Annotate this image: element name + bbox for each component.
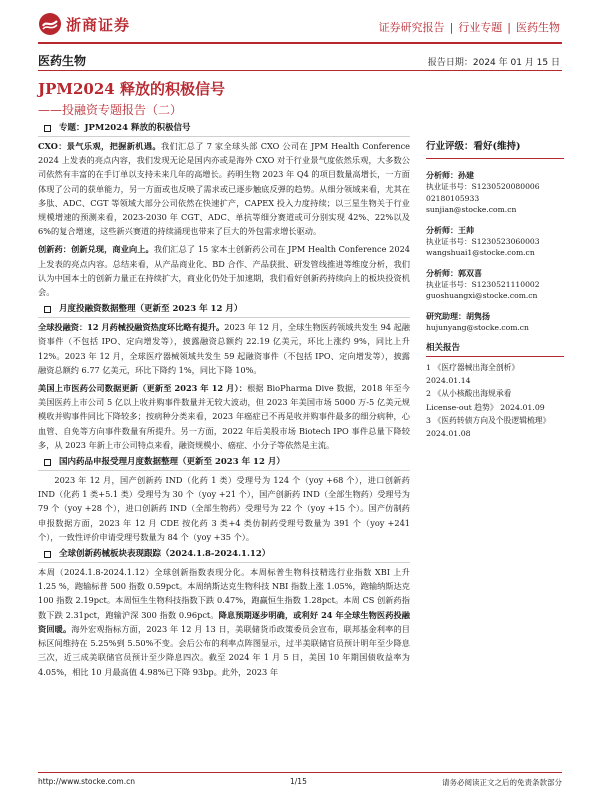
analyst-block xyxy=(426,267,564,302)
breadcrumb-item: 证券研究报告 xyxy=(378,21,445,34)
related-report-date: 2024.01.14 xyxy=(426,376,471,386)
cn-paragraph: 2023 年 12 月，国产创新药 IND（化药 1 类）受理号为 124 个（yoy +68 个），进口创新药 IND（化药 1 类+5.1 类）受理号为 30 个（yoy +21 个），国产创新药 IND（全部生物药）受理号为 79 个（yoy +28 个），进口创新药 IND（全部生物药）受理号为 22 个（yoy +15 个）。国产仿制药申报数据方面，2023 年 12 月 CDE 按化药 3 类+4 类仿制药受理号数量为 391 个（yoy +241 个），一致性评价申请受理号数量为 84 个（yoy +35 个）。 xyxy=(38,475,410,542)
related-report-link[interactable]: 3 《医药转债方向及个股逻辑梳理》 2024.01.08 xyxy=(426,415,551,439)
section-heading xyxy=(38,456,410,471)
analyst-email[interactable]: guoshuangxi@stocke.com.cn xyxy=(426,291,538,300)
innov-lead: 创新药：创新兑现，商业向上。 xyxy=(38,244,154,255)
page-number: 1/15 xyxy=(290,777,307,786)
checkbox-bullet-icon xyxy=(44,125,51,132)
analyst-name: 分析师：郭双喜 xyxy=(426,267,482,278)
breadcrumb-item: 医药生物 xyxy=(516,21,560,34)
logo-text: 浙商证券 xyxy=(66,15,131,34)
section-heading xyxy=(38,303,410,318)
footer-disclaimer: 请务必阅读正文之后的免责条款部分 xyxy=(442,778,562,787)
rate-lead: 降息预期逐步明确，或利好 24 年全球生物医药投融资回暖。 xyxy=(38,609,410,634)
analyst-detail: 执业证书号：S1230520080006 xyxy=(426,182,540,191)
checkbox-bullet-icon xyxy=(44,306,51,313)
cxo-body: 我们汇总了 7 家全球头部 CXO 公司在 JPM Health Conference 2024 上发表的亮点内容，我们发现无论是国内亦或是海外 CXO 对于行业景气度依然乐观，大多数公司依然有丰富的在手订单以支持未来几年的高增长。药明生物 2023 年 Q4 的项目数量高增长，一方面体现了公司的获单能力，另一方面或也反映了需求或已逐步触底反弹的趋势。从细分领域来看，尤其在多肽、ADC、CGT 等领域大部分公司依然在快速扩产，CAPEX 投入力度持续；以三星生物关于行业规模增速的预测来看，2023-2030 年 CGT、ADC、单抗等细分赛道或可分别实现 42%、22%以及 6%的复合增速，这些新兴赛道的持续涌现也带来了巨大的外包需求增长驱动。 xyxy=(38,141,410,237)
us-paragraph xyxy=(38,381,410,452)
brand-logo xyxy=(38,12,130,36)
us-lead: 美国上市医药公司数据更新（更新至 2023 年 12 月）： xyxy=(38,383,248,394)
related-report-date: License-out 趋势》 2024.01.09 xyxy=(426,402,545,412)
global-body: 2023 年 12 月，全球生物医药领域共发生 94 起融资事件（不包括 IPO、定向增发等），披露融资总额约 22.19 亿美元，环比上涨约 9%，同比上升 12%。2023 年 12 月，全球医疗器械领域共发生 59 起融资事件（不包括 IPO、定向增发等），披露融资总额约 6.77 亿美元，环比下降约 1%，同比下降 10%。 xyxy=(38,322,410,375)
breadcrumb-item: 行业专题 xyxy=(458,21,503,34)
section-heading-text: 国内药品申报受理月度数据整理（更新至 2023 年 12 月） xyxy=(59,457,285,468)
footer-url[interactable]: http://www.stocke.com.cn xyxy=(38,777,135,786)
report-title: JPM2024 释放的积极信号 xyxy=(38,80,225,98)
cxo-paragraph xyxy=(38,139,410,238)
global-lead: 全球投融资：12 月药械投融资热度环比略有提升。 xyxy=(38,322,225,333)
section-heading xyxy=(38,122,410,137)
analyst-email[interactable]: wangshuai1@stocke.com.cn xyxy=(426,248,535,257)
sidebar xyxy=(426,132,564,440)
analyst-block xyxy=(426,224,564,259)
section-heading-text: 月度投融资数据整理（更新至 2023 年 12 月） xyxy=(59,304,243,315)
section-heading-text: 专题：JPM2024 释放的积极信号 xyxy=(59,123,191,133)
industry-rating: 行业评级：看好(维持) xyxy=(426,132,564,159)
header-breadcrumb: 证券研究报告 | 行业专题 | 医药生物 xyxy=(378,21,560,34)
analyst-email[interactable]: sunjian@stocke.com.cn xyxy=(426,205,517,214)
analyst-block xyxy=(426,310,564,334)
innov-paragraph xyxy=(38,242,410,299)
logo-icon xyxy=(38,12,62,36)
industry-label: 医药生物 xyxy=(38,54,87,68)
cxo-lead: CXO：景气乐观，把握新机遇。 xyxy=(38,141,161,151)
checkbox-bullet-icon xyxy=(44,459,51,466)
analyst-block xyxy=(426,169,564,216)
analyst-email[interactable]: hujunyang@stocke.com.cn xyxy=(426,322,529,332)
us-body: 根据 BioPharma Dive 数据，2018 年至今美国医药上市公司 5 亿以上收并购事件数量并无较大波动，但 2023 年美国市场 5000 万-5 亿美元规模收并购事件同比下降较多；按病种分类来看，2023 年癌症已不再是收并购事件最多的细分病种，心血管、自免等方向事件数量有所提升。另一方面，2022 年后美股市场 Biotech IPO 事件总量下降较多，从 2023 年新上市公司特点来看，融资规模小、癌症、小分子等依然是主流。 xyxy=(38,383,410,450)
analyst-name: 分析师：孙建 xyxy=(426,170,474,180)
section-heading xyxy=(38,548,410,563)
perf-body: 本周（2024.1.8-2024.1.12）全球创新指数表现分化。本周标普生物科技精选行业指数 XBI 上升 1.25 %，跑输标普 500 指数 0.59pct。本周纳斯达克生物科技 NBI 指数上涨 1.05%，跑输纳斯达克 100 指数 2.19pct。本周恒生生物科技指数下跌 0.47%，跑赢恒生指数 1.28pct。本周 CS 创新药指数下跌 2.31pct，跑输沪深 300 指数 0.96pct。 xyxy=(38,567,410,620)
page-header xyxy=(0,0,600,44)
main-content xyxy=(38,122,410,680)
analyst-name: 分析师：王帅 xyxy=(426,224,474,235)
global-paragraph xyxy=(38,320,410,377)
report-date: 报告日期：2024 年 01 月 15 日 xyxy=(427,58,560,68)
analyst-name: 研究助理：胡隽扬 xyxy=(426,310,490,321)
checkbox-bullet-icon xyxy=(44,551,51,558)
perf-paragraph xyxy=(38,565,410,679)
analyst-detail: 执业证书号：S1230523060003 xyxy=(426,236,540,246)
innov-body: 我们汇总了 15 家本土创新药公司在 JPM Health Conference 2024 上发表的亮点内容。总结来看，从产品商业化、BD 合作、产品获批、研发管线推进等维度分析，我们认为中国本土的创新力量正在持续扩大，商业化仍处于加速期，我们看好创新药持续向上的板块投资机会。 xyxy=(38,244,410,298)
section-heading-text: 全球创新药械板块表现跟踪（2024.1.8-2024.1.12） xyxy=(59,549,271,560)
rate-body: 海外宏观指标方面，2023 年 12 月 13 日，美联储货币政策委员会宣布，联邦基金利率的目标区间维持在 5.25%到 5.50%不变。会后公布的利率点阵图显示，过半美联储官员预计明年至少降息三次，近三成美联储官员预计至少降息四次。截至 2024 年 1 月 5 日，美国 10 年期国债收益率为 4.05%，相比 10 月最高值 4.98%已下降 93bp。此外，2023 年 xyxy=(38,623,410,677)
related-report-link[interactable]: 2 《从小核酸出海规承看 xyxy=(426,389,512,399)
analyst-detail: 02180105933 xyxy=(426,193,480,203)
related-reports-heading: 相关报告 xyxy=(426,341,564,357)
footer-divider xyxy=(38,772,562,773)
report-subtitle: ——投融资专题报告（二） xyxy=(38,103,183,117)
related-report-link[interactable]: 1 《医疗器械出海全剖析》 xyxy=(426,363,520,372)
title-divider xyxy=(38,70,562,71)
header-divider xyxy=(38,42,562,44)
analyst-detail: 执业证书号：S1230521110002 xyxy=(426,279,540,289)
